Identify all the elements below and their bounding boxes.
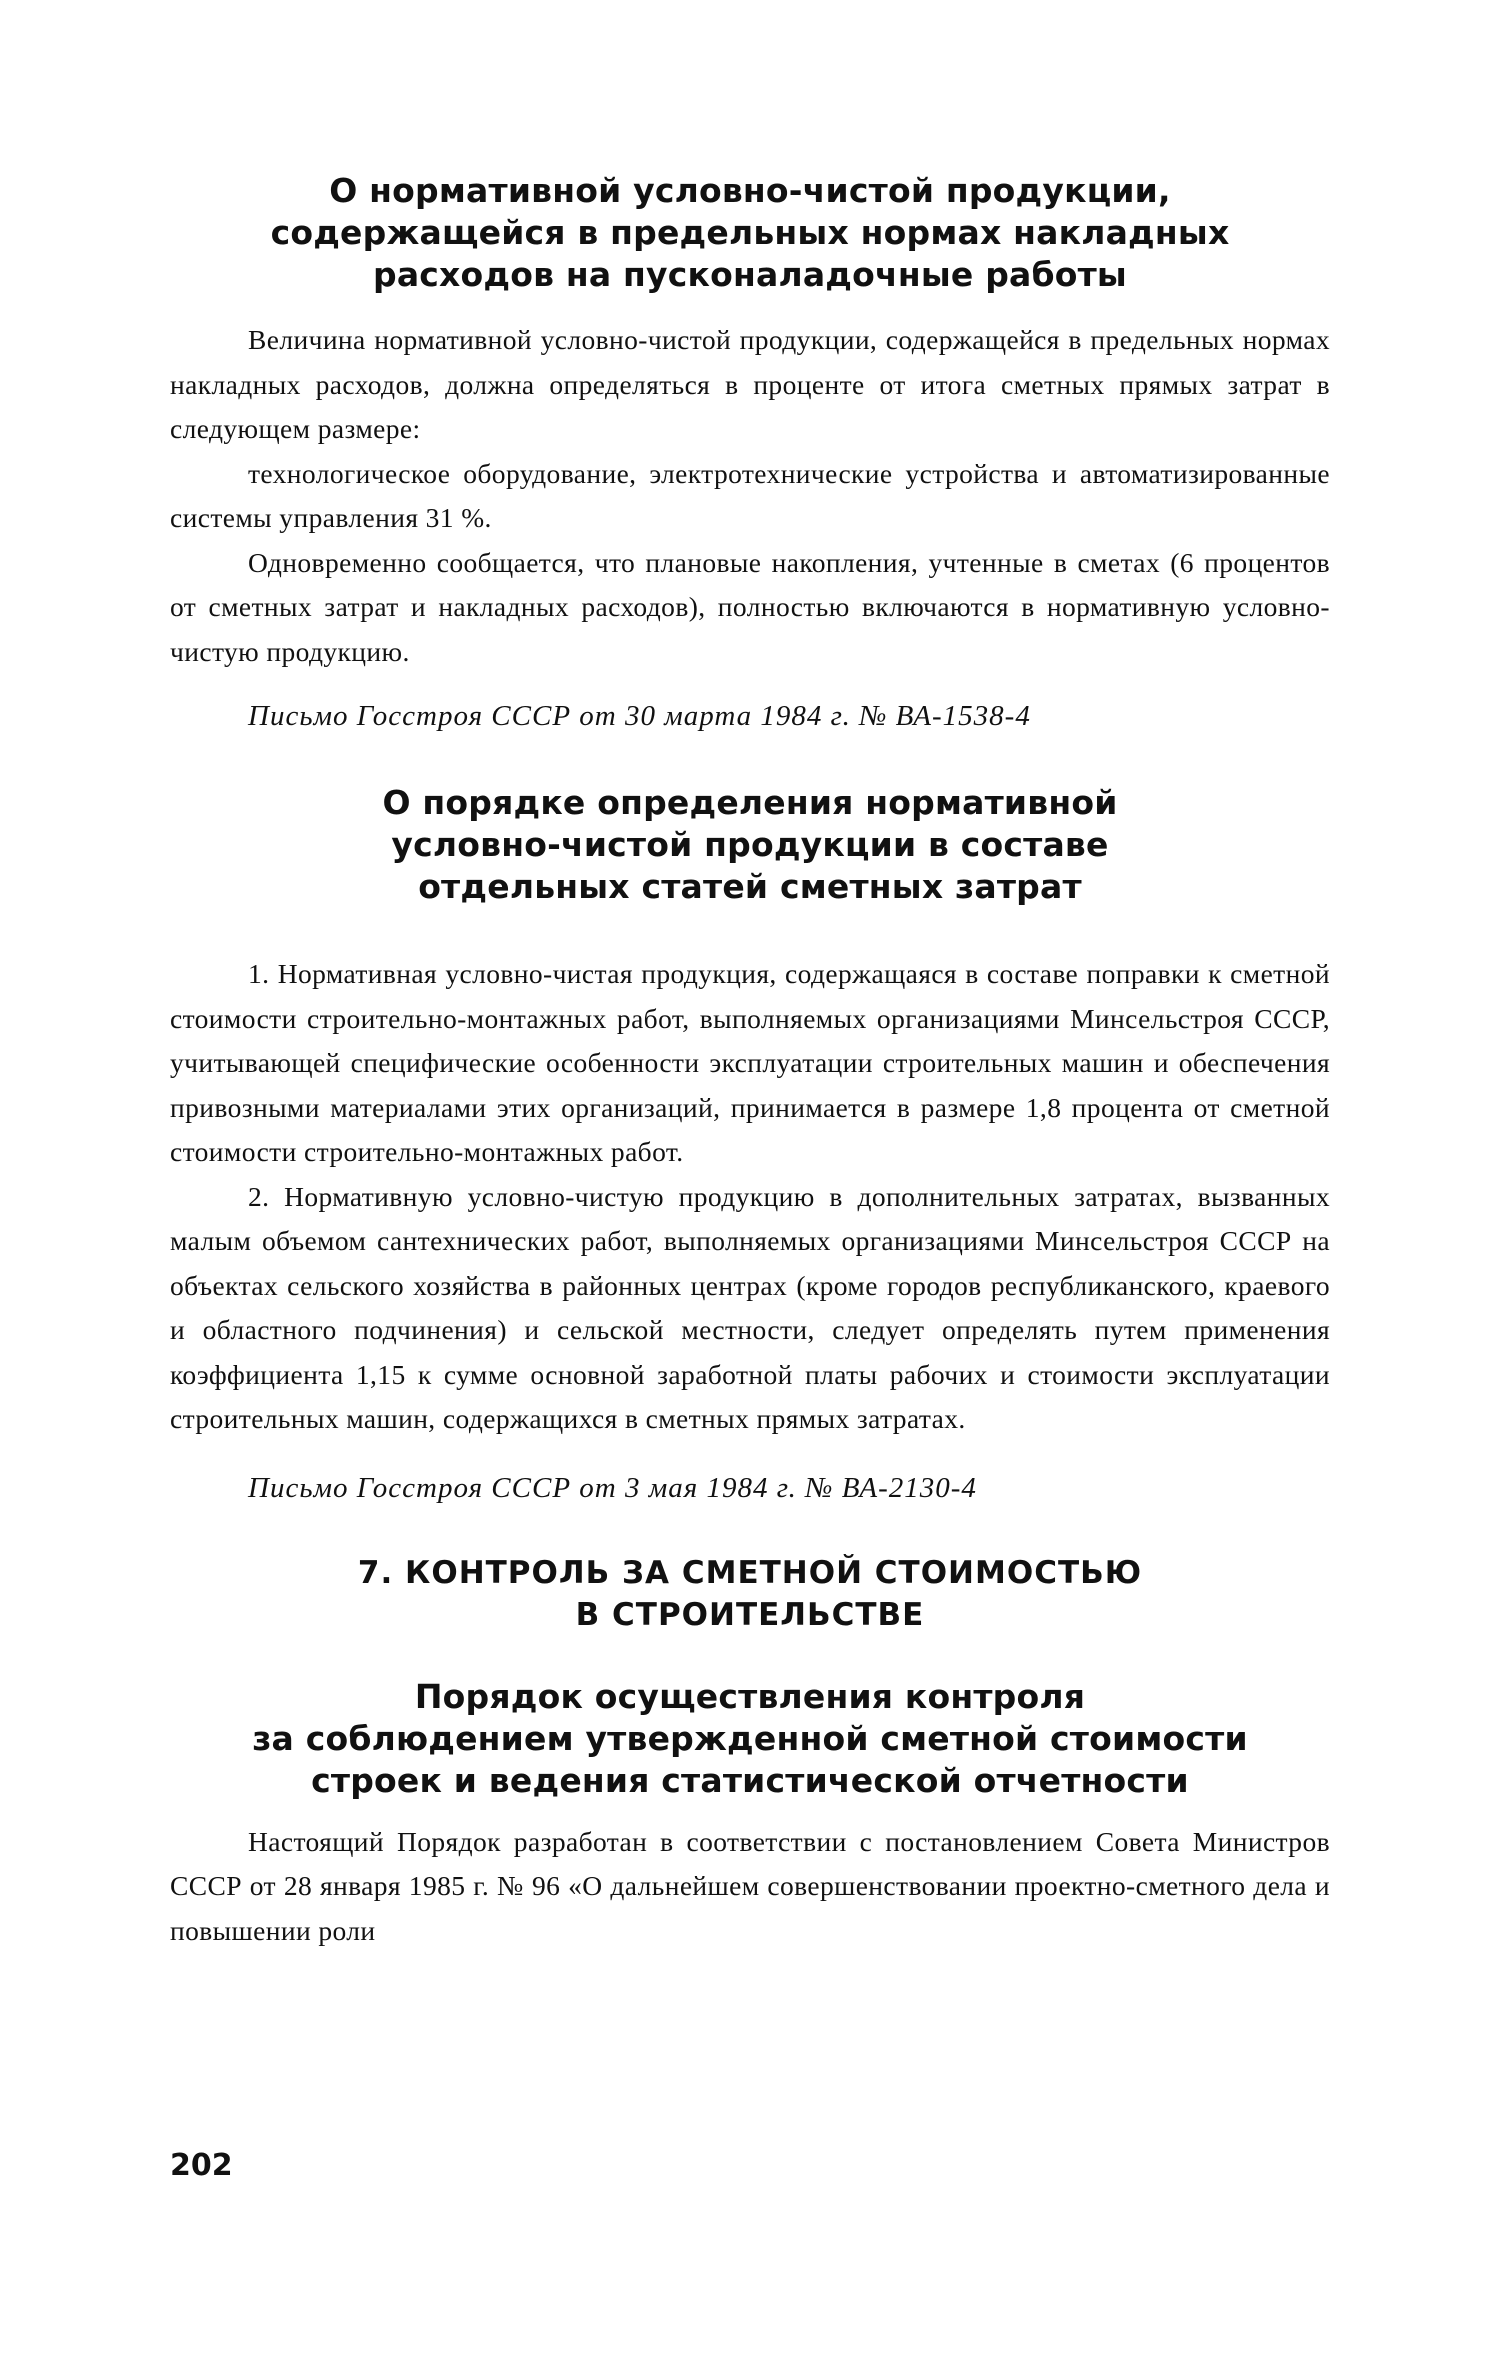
page-number: 202: [170, 2148, 233, 2183]
body-paragraph: Величина нормативной условно-чистой продукции, содержащейся в предельных нормах накладных расходов, должна определяться в проценте от итога сметных прямых затрат в следующем размере:: [170, 324, 1330, 444]
title-line: Порядок осуществления контроля: [414, 1676, 1086, 1716]
document-page: [170, 170, 1330, 1953]
numbered-paragraph-1: 1. Нормативная условно-чистая продукция, содержащаяся в составе поправки к сметной стоимости строительно-монтажных работ, выполняемых организациями Минсельстроя СССР, учитывающей специфические особенности эксплуатации строительных машин и обеспечения привозными материалами этих организаций, принимается в размере 1,8 процента от сметной стоимости строительно-монтажных работ.: [170, 958, 1330, 1167]
section-title-control-procedure: [170, 1676, 1330, 1802]
section-title-determination-order: [170, 782, 1330, 908]
section-title-net-production-overhead: [170, 170, 1330, 296]
title-line: О порядке определения нормативной: [382, 783, 1118, 822]
numbered-paragraph-2: 2. Нормативную условно-чистую продукцию в дополнительных затратах, вызванных малым объемом сантехнических работ, выполняемых организациями Минсельстроя СССР на объектах сельского хозяйства в районных центрах (кроме городов республиканского, краевого и областного подчинения) и сельской местности, следует определять путем применения коэффициента 1,15 к сумме основной заработной платы рабочих и стоимости эксплуатации строительных машин, содержащихся в сметных прямых затратах.: [170, 1180, 1330, 1434]
body-paragraph: технологическое оборудование, электротехнические устройства и автоматизированные системы управления 31 %.: [170, 457, 1330, 533]
title-line: 7. КОНТРОЛЬ ЗА СМЕТНОЙ СТОИМОСТЬЮ: [357, 1554, 1143, 1591]
title-line: отдельных статей сметных затрат: [418, 867, 1082, 906]
body-paragraph: Одновременно сообщается, что плановые накопления, учтенные в сметах (6 процентов от сметных затрат и накладных расходов), полностью включаются в нормативную условно-чистую продукцию.: [170, 546, 1330, 667]
title-line: В СТРОИТЕЛЬСТВЕ: [575, 1596, 925, 1633]
title-line: содержащейся в предельных нормах накладных: [270, 213, 1230, 252]
chapter-title: [170, 1552, 1330, 1636]
title-line: расходов на пусконаладочные работы: [373, 255, 1127, 294]
letter-citation: Письмо Госстроя СССР от 3 мая 1984 г. № ВА-2130-4: [248, 1471, 977, 1504]
title-line: строек и ведения статистической отчетности: [311, 1760, 1189, 1800]
title-line: условно-чистой продукции в составе: [391, 825, 1109, 864]
title-line: за соблюдением утвержденной сметной стоимости: [252, 1718, 1248, 1758]
body-paragraph: Настоящий Порядок разработан в соответствии с постановлением Совета Министров СССР от 28 января 1985 г. № 96 «О дальнейшем совершенствовании проектно-сметного дела и повышении роли: [170, 1825, 1330, 1946]
title-line: О нормативной условно-чистой продукции,: [329, 171, 1171, 210]
letter-citation: Письмо Госстроя СССР от 30 марта 1984 г. № ВА-1538-4: [248, 700, 1031, 732]
